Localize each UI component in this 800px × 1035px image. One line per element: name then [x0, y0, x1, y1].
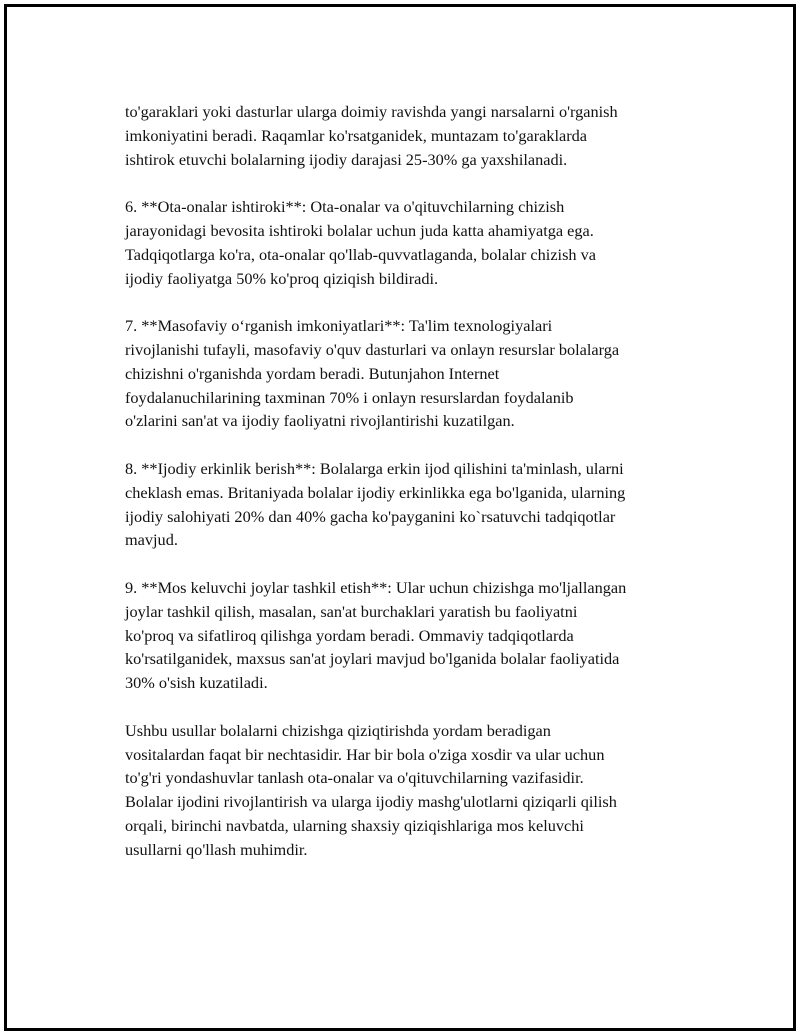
text-line: ijodiy salohiyati 20% dan 40% gacha ko'payganini ko`rsatuvchi tadqiqotlar	[125, 506, 616, 526]
text-line: rivojlanishi tufayli, masofaviy o'quv dasturlari va onlayn resurslar bolalarga	[125, 339, 620, 359]
text-line: cheklash emas. Britaniyada bolalar ijodiy erkinlikka ega bo'lganida, ularning	[125, 482, 626, 502]
text-line: ishtirok etuvchi bolalarning ijodiy darajasi 25-30% ga yaxshilanadi.	[125, 149, 568, 169]
text-line: imkoniyatini beradi. Raqamlar ko'rsatganidek, muntazam to'garaklarda	[125, 125, 588, 145]
text-line: 6. **Ota-onalar ishtiroki**: Ota-onalar va o'qituvchilarning chizish	[125, 197, 565, 217]
text-line: to'g'ri yondashuvlar tanlash ota-onalar va o'qituvchilarning vazifasidir.	[125, 768, 584, 788]
text-line: 30% o'sish kuzatiladi.	[125, 673, 268, 693]
text-line: mavjud.	[125, 530, 178, 550]
text-line: 8. **Ijodiy erkinlik berish**: Bolalarga erkin ijod qilishini ta'minlash, ularni	[125, 458, 624, 478]
text-line: 7. **Masofaviy o‘rganish imkoniyatlari**: Ta'lim texnologiyalari	[125, 316, 553, 336]
text-line: joylar tashkil qilish, masalan, san'at burchaklari yaratish bu faoliyatni	[125, 601, 578, 621]
text-line: Tadqiqotlarga ko'ra, ota-onalar qo'llab-quvvatlaganda, bolalar chizish va	[125, 244, 596, 264]
paragraph-parent-involvement	[125, 195, 725, 290]
paragraph-remote-learning	[125, 314, 725, 433]
paragraph-creative-freedom	[125, 457, 725, 552]
text-line: o'zlarini san'at va ijodiy faoliyatni rivojlantirishi kuzatilgan.	[125, 411, 515, 431]
text-line: ijodiy faoliyatga 50% ko'proq qiziqish bildiradi.	[125, 268, 439, 288]
page-frame	[4, 4, 796, 1031]
text-line: jarayonidagi bevosita ishtiroki bolalar uchun juda katta ahamiyatga ega.	[125, 220, 594, 240]
text-line: Ushbu usullar bolalarni chizishga qiziqtirishda yordam beradigan	[125, 720, 551, 740]
text-line: 9. **Mos keluvchi joylar tashkil etish**: Ular uchun chizishga mo'ljallangan	[125, 577, 627, 597]
text-line: ko'rsatilganidek, maxsus san'at joylari mavjud bo'lganida bolalar faoliyatida	[125, 649, 620, 669]
document-body	[125, 100, 725, 885]
paragraph-continuation	[125, 100, 725, 171]
text-line: vositalardan faqat bir nechtasidir. Har bir bola o'ziga xosdir va ular uchun	[125, 744, 605, 764]
paragraph-conclusion	[125, 719, 725, 862]
text-line: usullarni qo'llash muhimdir.	[125, 839, 308, 859]
text-line: Bolalar ijodini rivojlantirish va ularga ijodiy mashg'ulotlarni qiziqarli qilish	[125, 792, 617, 812]
text-line: to'garaklari yoki dasturlar ularga doimiy ravishda yangi narsalarni o'rganish	[125, 102, 618, 121]
text-line: ko'proq va sifatliroq qilishga yordam beradi. Ommaviy tadqiqotlarda	[125, 625, 574, 645]
paragraph-suitable-spaces	[125, 576, 725, 695]
text-line: orqali, birinchi navbatda, ularning shaxsiy qiziqishlariga mos keluvchi	[125, 815, 584, 835]
text-line: chizishni o'rganishda yordam beradi. Butunjahon Internet	[125, 363, 500, 383]
text-line: foydalanuchilarining taxminan 70% i onlayn resurslardan foydalanib	[125, 387, 574, 407]
